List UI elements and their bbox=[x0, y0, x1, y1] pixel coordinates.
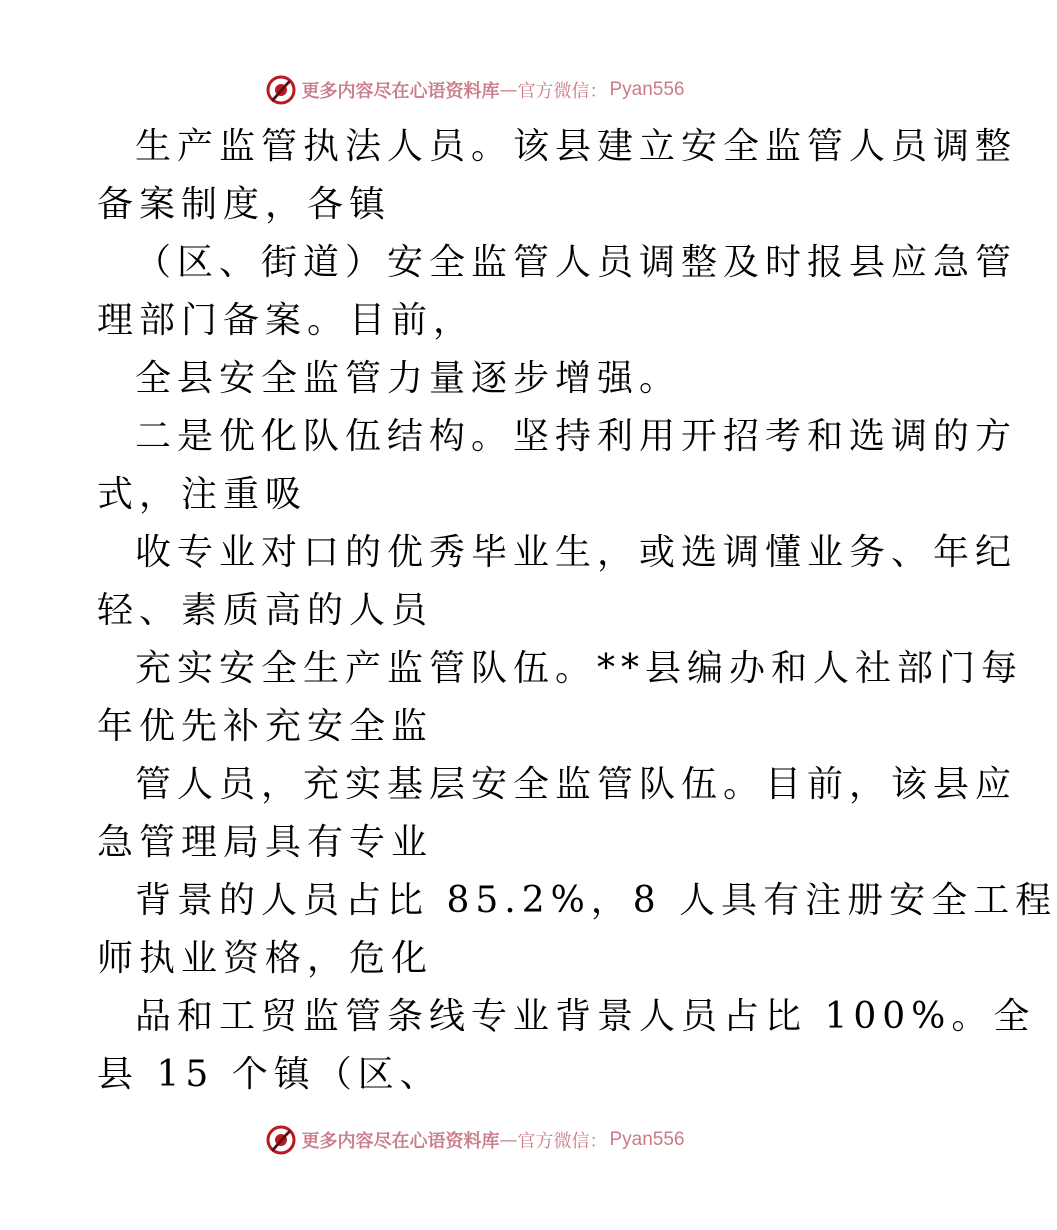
footer-banner bbox=[0, 1120, 950, 1160]
text-line: 全县安全监管力量逐步增强。 bbox=[135, 358, 682, 399]
text-line: 师执业资格，危化 bbox=[97, 938, 434, 979]
brand-logo-icon bbox=[265, 1124, 297, 1156]
text-line: 式，注重吸 bbox=[97, 474, 308, 515]
text-line: 县 15 个镇（区、 bbox=[97, 1054, 442, 1095]
document-body bbox=[97, 118, 1057, 1104]
banner-text: 更多内容尽在心语资料库 bbox=[301, 81, 500, 102]
banner-wechat-label: 官方微信： bbox=[517, 1131, 608, 1152]
text-line: 背景的人员占比 85.2%，8 人具有注册安全工程 bbox=[135, 880, 1057, 921]
banner-separator: — bbox=[499, 1129, 518, 1151]
text-line: 生产监管执法人员。该县建立安全监管人员调整 bbox=[135, 126, 1018, 167]
header-banner bbox=[0, 70, 950, 110]
banner-separator: — bbox=[499, 79, 518, 101]
text-line: 急管理局具有专业 bbox=[97, 822, 434, 863]
text-line: 充实安全生产监管队伍。**县编办和人社部门每 bbox=[135, 648, 1024, 689]
banner-wechat-id: Pyan556 bbox=[609, 79, 685, 100]
text-line: 年优先补充安全监 bbox=[97, 706, 434, 747]
text-line: 管人员，充实基层安全监管队伍。目前，该县应 bbox=[135, 764, 1018, 805]
text-line: 品和工贸监管条线专业背景人员占比 100%。全 bbox=[135, 996, 1036, 1037]
text-line: 轻、素质高的人员 bbox=[97, 590, 434, 631]
banner-text: 更多内容尽在心语资料库 bbox=[301, 1131, 500, 1152]
text-line: 理部门备案。目前， bbox=[97, 300, 476, 341]
banner-wechat-label: 官方微信： bbox=[517, 81, 608, 102]
text-line: 备案制度，各镇 bbox=[97, 184, 392, 225]
text-line: （区、街道）安全监管人员调整及时报县应急管 bbox=[135, 242, 1018, 283]
banner-wechat-id: Pyan556 bbox=[609, 1129, 685, 1150]
brand-logo-icon bbox=[265, 74, 297, 106]
text-line: 二是优化队伍结构。坚持利用开招考和选调的方 bbox=[135, 416, 1018, 457]
text-line: 收专业对口的优秀毕业生，或选调懂业务、年纪 bbox=[135, 532, 1018, 573]
